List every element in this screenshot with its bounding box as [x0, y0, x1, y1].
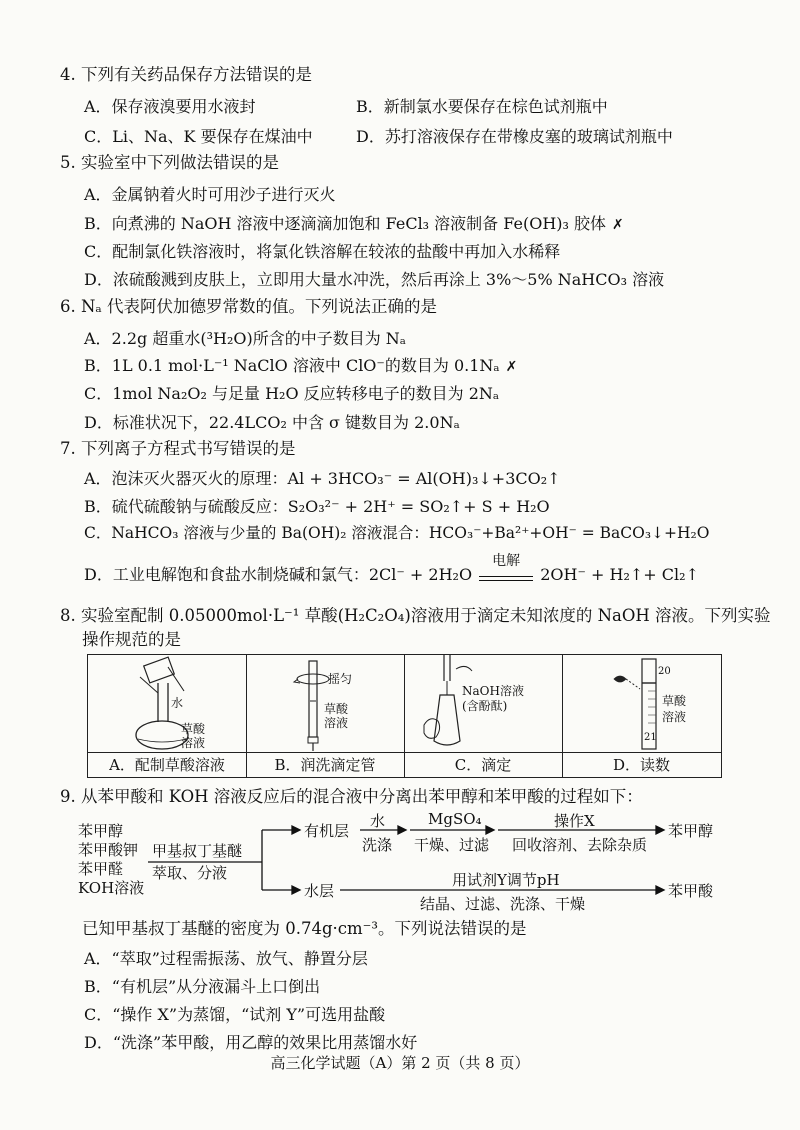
q5-stem: 5. 实验室中下列做法错误的是	[60, 153, 279, 172]
crystallization-steps: 结晶、过滤、洗涤、干燥	[420, 895, 586, 913]
panel-d-label-oxalic: 草酸	[662, 694, 687, 708]
step1-reagent: 甲基叔丁基醚	[152, 842, 243, 860]
q9-option-b: B．“有机层”从分液漏斗上口倒出	[84, 977, 321, 996]
reagent-y-step: 用试剂Y调节pH	[452, 871, 560, 889]
panel-b-label-solution: 溶液	[324, 716, 349, 730]
panel-d-tick-20: 20	[658, 666, 671, 677]
mixture-item-3: 苯甲醛	[78, 860, 124, 878]
panel-d-caption: D．读数	[562, 752, 721, 777]
panel-d-label-solution: 溶液	[662, 710, 687, 724]
q4-option-b: B．新制氯水要保存在棕色试剂瓶中	[356, 97, 608, 116]
q6-option-c: C．1mol Na₂O₂ 与足量 H₂O 反应转移电子的数目为 2Nₐ	[84, 384, 500, 403]
q9-option-d: D．“洗涤”苯甲酸，用乙醇的效果比用蒸馏水好	[84, 1033, 418, 1052]
panel-b-label-shake: 摇匀	[328, 672, 353, 686]
q9-option-a: A．“萃取”过程需振荡、放气、静置分层	[84, 949, 368, 968]
operation-x-detail: 回收溶剂、去除杂质	[512, 836, 648, 854]
q6-b-handwritten-mark: ✗	[505, 359, 518, 375]
q6-stem: 6. Nₐ 代表阿伏加德罗常数的值。下列说法正确的是	[60, 297, 438, 316]
mixture-item-1: 苯甲醇	[78, 822, 124, 840]
q9-note: 已知甲基叔丁基醚的密度为 0.74g·cm⁻³。下列说法错误的是	[82, 919, 527, 938]
operation-x: 操作X	[554, 812, 595, 830]
q5-b-handwritten-mark: ✗	[612, 217, 624, 233]
wash-operation: 洗涤	[362, 836, 393, 854]
organic-layer: 有机层	[304, 822, 350, 840]
mixture-item-2: 苯甲酸钾	[78, 841, 139, 859]
panel-a-label-oxalic: 草酸	[181, 722, 206, 736]
q7-option-d-right: 2OH⁻ + H₂↑+ Cl₂↑	[540, 565, 699, 584]
panel-a-label-solution: 溶液	[181, 736, 206, 750]
page-footer: 高三化学试题（A）第 2 页（共 8 页）	[270, 1054, 530, 1072]
q4-option-d: D．苏打溶液保存在带橡皮塞的玻璃试剂瓶中	[356, 127, 673, 146]
q4-option-a: A．保存液溴要用水液封	[84, 97, 256, 116]
panel-b-caption: B．润洗滴定管	[246, 752, 404, 777]
panel-b-label-oxalic: 草酸	[324, 702, 349, 716]
product-benzyl-alcohol: 苯甲醇	[668, 822, 714, 840]
q5-option-c: C．配制氯化铁溶液时，将氯化铁溶解在较浓的盐酸中再加入水稀释	[84, 242, 561, 261]
q5-option-a: A．金属钠着火时可用沙子进行灭火	[84, 185, 336, 204]
q6-option-a: A．2.2g 超重水(³H₂O)所含的中子数目为 Nₐ	[84, 329, 406, 348]
panel-a-caption: A．配制草酸溶液	[88, 752, 246, 777]
q7-option-c: C．NaHCO₃ 溶液与少量的 Ba(OH)₂ 溶液混合：HCO₃⁻+Ba²⁺+OH⁻ = BaCO₃↓+H₂O	[84, 524, 710, 542]
electrolysis-condition: 电解	[492, 553, 521, 569]
aqueous-layer: 水层	[304, 882, 335, 900]
wash-reagent: 水	[370, 812, 386, 830]
q6-option-d: D．标准状况下，22.4LCO₂ 中含 σ 键数目为 2.0Nₐ	[84, 413, 460, 432]
panel-d-tick-21: 21	[644, 732, 657, 743]
product-benzoic-acid: 苯甲酸	[668, 882, 714, 900]
panel-c-label-phenolphthalein: (含酚酞)	[462, 699, 508, 713]
q7-option-a: A．泡沫灭火器灭火的原理：Al + 3HCO₃⁻ = Al(OH)₃↓+3CO₂↑	[84, 469, 561, 488]
panel-a-label-water: 水	[171, 696, 184, 710]
step1-operation: 萃取、分液	[152, 864, 228, 882]
q8-stem-line2: 操作规范的是	[82, 630, 181, 649]
q9-stem: 9. 从苯甲酸和 KOH 溶液反应后的混合液中分离出苯甲醇和苯甲酸的过程如下：	[60, 787, 643, 806]
q4-option-c: C．Li、Na、K 要保存在煤油中	[84, 127, 313, 146]
q7-option-d-left: D．工业电解饱和食盐水制烧碱和氯气：2Cl⁻ + 2H₂O	[84, 565, 473, 584]
q6-option-b: B．1L 0.1 mol·L⁻¹ NaClO 溶液中 ClO⁻的数目为 0.1Nₐ	[84, 356, 500, 375]
q8-stem-line1: 8. 实验室配制 0.05000mol·L⁻¹ 草酸(H₂C₂O₄)溶液用于滴定未知浓度的 NaOH 溶液。下列实验	[60, 606, 771, 625]
q9-option-c: C．“操作 X”为蒸馏，“试剂 Y”可选用盐酸	[84, 1005, 386, 1024]
mixture-item-4: KOH溶液	[78, 879, 145, 897]
q7-option-b: B．硫代硫酸钠与硫酸反应：S₂O₃²⁻ + 2H⁺ = SO₂↑+ S + H₂O	[84, 497, 550, 516]
panel-c-label-naoh: NaOH溶液	[462, 684, 524, 698]
q7-stem: 7. 下列离子方程式书写错误的是	[60, 439, 296, 458]
panel-c-caption: C．滴定	[404, 752, 562, 777]
drying-reagent: MgSO₄	[428, 810, 482, 828]
q4-stem: 4. 下列有关药品保存方法错误的是	[60, 65, 312, 84]
q5-option-b: B．向煮沸的 NaOH 溶液中逐滴滴加饱和 FeCl₃ 溶液制备 Fe(OH)₃ 胶体	[84, 214, 607, 233]
q5-option-d: D．浓硫酸溅到皮肤上，立即用大量水冲洗，然后再涂上 3%～5% NaHCO₃ 溶液	[84, 270, 665, 289]
drying-operation: 干燥、过滤	[414, 836, 490, 854]
